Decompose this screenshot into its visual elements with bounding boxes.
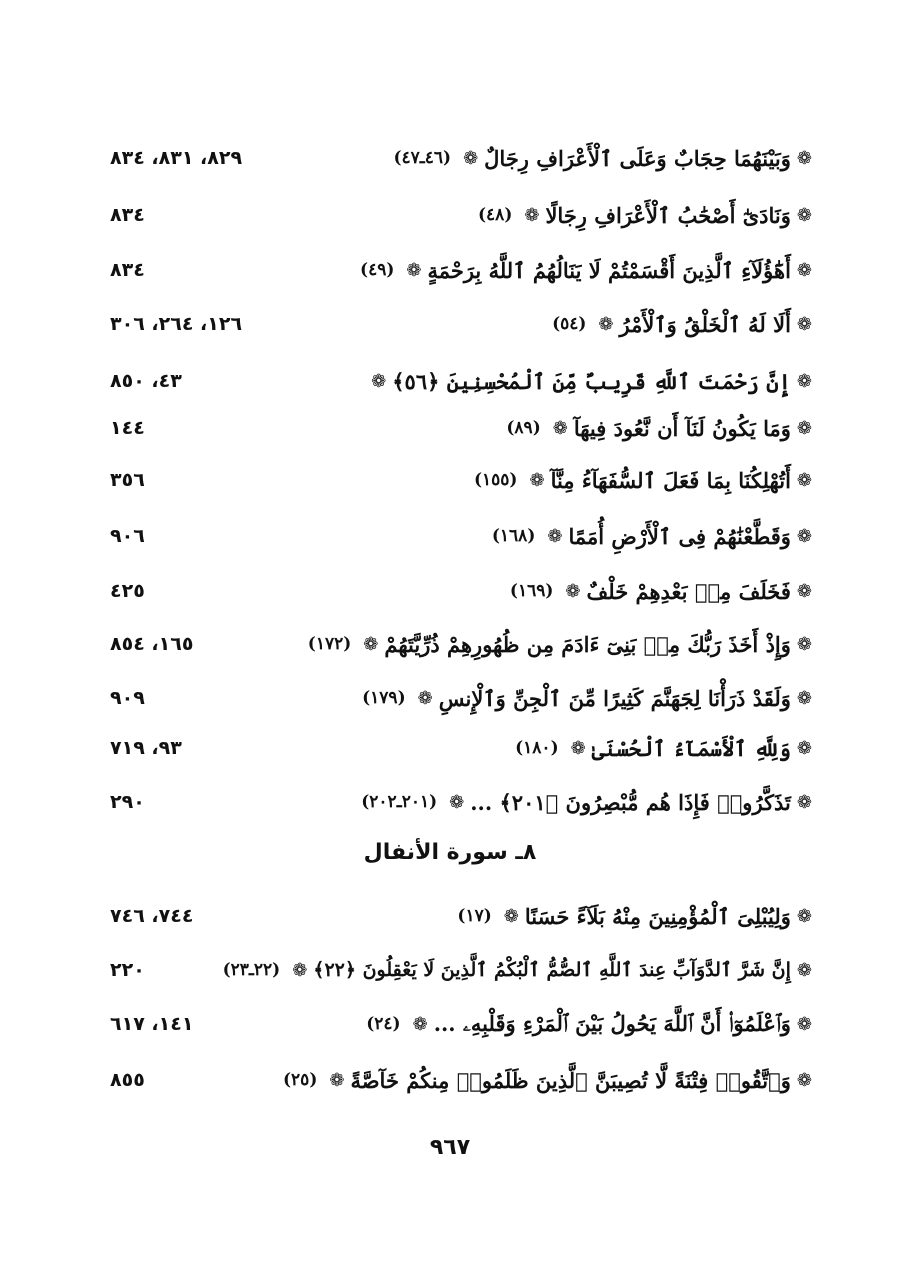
ayah-number: (٢٠١ـ٢٠٢) (361, 792, 438, 812)
verse-quote: أَتُهْلِكُنَا بِمَا فَعَلَ ٱلسُّفَهَآءُ مِنَّآ (550, 467, 791, 493)
verse-quote: أَلَا لَهُ ٱلْخَلْقُ وَٱلْأَمْرُ (619, 311, 791, 337)
ornament-open-icon: ❁ (796, 1069, 812, 1091)
ayah-number: (١٧) (457, 906, 492, 926)
ayah-number: (٢٤) (366, 1014, 401, 1034)
verse-text (506, 416, 812, 441)
ayah-number: (٤٦ـ٤٧) (393, 148, 452, 168)
page-number: ٩٦٧ (429, 1135, 471, 1160)
verse-text (223, 959, 812, 981)
verse-text (360, 258, 812, 283)
verse-text (457, 904, 812, 929)
index-entry (110, 408, 812, 448)
ornament-open-icon: ❁ (796, 1013, 812, 1035)
verse-text (552, 312, 812, 337)
verse-text (308, 632, 812, 657)
ornament-open-icon: ❁ (796, 525, 812, 547)
index-entry (110, 516, 812, 556)
ornament-close-icon: ❁ (503, 905, 519, 927)
verse-quote: فَخَلَفَ مِنۢ بَعْدِهِمْ خَلْفٌ (586, 578, 791, 604)
index-entry (110, 950, 812, 990)
page-references: ٢٢٠ (110, 959, 145, 981)
verse-quote: أَهَٰٓؤُلَآءِ ٱلَّذِينَ أَقْسَمْتُمْ لَا يَنَالُهُمُ ٱللَّهُ بِرَحْمَةٍ (427, 257, 791, 283)
page-references: ٢٩٠ (110, 791, 145, 813)
verse-quote: إِنَّ رَحْمَتَ ٱللَّهِ قَرِيبٌ مِّنَ ٱلْمُحْسِنِينَ ﴿٥٦﴾ (392, 368, 791, 394)
ayah-number: (٢٢ـ٢٣) (222, 960, 281, 980)
page-references: ٩٠٩ (110, 687, 145, 709)
verse-text (366, 1011, 812, 1037)
verse-quote: تَذَكَّرُوا۟ فَإِذَا هُم مُّبْصِرُونَ ﴿٢٠١﴾ ... (470, 789, 791, 815)
verse-text (283, 1068, 812, 1093)
ornament-open-icon: ❁ (796, 417, 812, 439)
verse-text (478, 203, 812, 228)
page-references: ٤٣، ٨٥٠ (110, 370, 182, 392)
verse-text (492, 524, 812, 549)
index-entry (110, 304, 812, 344)
ayah-number: (١٨٠) (515, 738, 559, 758)
ornament-close-icon: ❁ (552, 417, 568, 439)
page-references: ٨٢٩، ٨٣١، ٨٣٤ (110, 147, 243, 169)
ayah-number: (١٦٨) (491, 526, 536, 546)
page-references: ٩٠٦ (110, 525, 145, 547)
verse-text (359, 369, 812, 394)
verse-text (515, 736, 812, 761)
page-references: ٧٤٤، ٧٤٦ (110, 905, 194, 927)
ayah-number: (٤٩) (360, 260, 395, 280)
page-references: ١٤١، ٦١٧ (110, 1013, 194, 1035)
page-references: ٨٣٤ (110, 259, 145, 281)
verse-quote: وَٱتَّقُوا۟ فِتْنَةً لَّا تُصِيبَنَّ ٱلَّذِينَ ظَلَمُوا۟ مِنكُمْ خَآصَّةً (350, 1067, 791, 1093)
page-references: ٨٣٤ (110, 204, 145, 226)
ayah-number: (١٧٩) (362, 688, 406, 708)
verse-text (393, 146, 812, 171)
verse-text (361, 790, 812, 815)
ornament-close-icon: ❁ (292, 959, 308, 981)
ornament-close-icon: ❁ (598, 313, 614, 335)
ornament-close-icon: ❁ (570, 737, 586, 759)
ornament-close-icon: ❁ (565, 580, 581, 602)
ayah-number: (١٧٢) (307, 634, 352, 654)
page-references: ٤٢٥ (110, 580, 145, 602)
verse-quote: وَلَقَدْ ذَرَأْنَا لِجَهَنَّمَ كَثِيرًا مِّنَ ٱلْجِنِّ وَٱلْإِنسِ (438, 685, 791, 711)
index-entry (110, 624, 812, 664)
verse-quote: وَنَادَىٰٓ أَصْحَٰبُ ٱلْأَعْرَافِ رِجَالًا (545, 202, 791, 228)
verse-quote: وَقَطَّعْنَٰهُمْ فِى ٱلْأَرْضِ أُمَمًا (568, 523, 791, 549)
ornament-close-icon: ❁ (329, 1069, 345, 1091)
verse-quote: وَمَا يَكُونُ لَنَآ أَن نَّعُودَ فِيهَآ (573, 415, 791, 441)
index-entry (110, 1060, 812, 1100)
verse-quote: وَلِيُبْلِىَ ٱلْمُؤْمِنِينَ مِنْهُ بَلَآءً حَسَنًا (524, 903, 791, 929)
page-references: ٩٣، ٧١٩ (110, 737, 182, 759)
verse-text (510, 579, 812, 604)
ayah-number: (١٦٩) (509, 581, 554, 601)
ayah-number: (٥٤) (552, 314, 587, 334)
ornament-open-icon: ❁ (796, 687, 812, 709)
page-references: ٣٥٦ (110, 469, 145, 491)
ayah-number: (٨٩) (506, 418, 541, 438)
verse-quote: وَإِذْ أَخَذَ رَبُّكَ مِنۢ بَنِىٓ ءَادَمَ مِن ظُهُورِهِمْ ذُرِّيَّتَهُمْ (384, 631, 791, 657)
index-entry (110, 1004, 812, 1044)
verse-text (474, 468, 812, 493)
page-references: ١٢٦، ٢٦٤، ٣٠٦ (110, 313, 243, 335)
verse-quote: إِنَّ شَرَّ ٱلدَّوَآبِّ عِندَ ٱللَّهِ ٱلصُّمُّ ٱلْبُكْمُ ٱلَّذِينَ لَا يَعْقِلُونَ ﴿٢٢﴾ (313, 959, 791, 981)
ornament-close-icon: ❁ (406, 259, 422, 281)
page-references: ٨٥٥ (110, 1069, 145, 1091)
index-entry (110, 138, 812, 178)
ornament-close-icon: ❁ (463, 147, 479, 169)
index-entry (110, 678, 812, 718)
ornament-close-icon: ❁ (412, 1013, 428, 1035)
ornament-open-icon: ❁ (796, 204, 812, 226)
ornament-open-icon: ❁ (796, 313, 812, 335)
ornament-open-icon: ❁ (796, 905, 812, 927)
ornament-open-icon: ❁ (796, 959, 812, 981)
page-references: ١٤٤ (110, 417, 145, 439)
ornament-open-icon: ❁ (796, 791, 812, 813)
ornament-open-icon: ❁ (796, 580, 812, 602)
verse-quote: وَٱعْلَمُوٓا۟ أَنَّ ٱللَّهَ يَحُولُ بَيْنَ ٱلْمَرْءِ وَقَلْبِهِۦ ... (433, 1011, 791, 1036)
index-entry (110, 571, 812, 611)
ayah-number: (٤٨) (478, 205, 513, 225)
index-entry (110, 782, 812, 822)
index-entry (110, 195, 812, 235)
ornament-close-icon: ❁ (363, 633, 379, 655)
index-entry (110, 728, 812, 768)
verse-text (362, 686, 812, 711)
page-references: ١٦٥، ٨٥٤ (110, 633, 194, 655)
index-entry (110, 361, 812, 401)
ornament-open-icon: ❁ (796, 633, 812, 655)
ornament-close-icon: ❁ (529, 469, 545, 491)
verse-quote: وَبَيْنَهُمَا حِجَابٌ وَعَلَى ٱلْأَعْرَافِ رِجَالٌ (484, 145, 791, 171)
ornament-open-icon: ❁ (796, 737, 812, 759)
ornament-open-icon: ❁ (796, 259, 812, 281)
index-entry (110, 460, 812, 500)
ornament-close-icon: ❁ (524, 204, 540, 226)
index-entry (110, 250, 812, 290)
surah-heading: ٨ـ سورة الأنفال (363, 840, 537, 865)
index-entry (110, 896, 812, 936)
ornament-close-icon: ❁ (371, 370, 387, 392)
ayah-number: (١٥٥) (473, 470, 518, 490)
ornament-open-icon: ❁ (796, 370, 812, 392)
ornament-open-icon: ❁ (796, 147, 812, 169)
ornament-open-icon: ❁ (796, 469, 812, 491)
ornament-close-icon: ❁ (417, 687, 433, 709)
ornament-close-icon: ❁ (449, 791, 465, 813)
ayah-number: (٢٥) (283, 1070, 318, 1090)
verse-quote: وَلِلَّهِ ٱلْأَسْمَآءُ ٱلْحُسْنَىٰ (591, 735, 791, 761)
ornament-close-icon: ❁ (547, 525, 563, 547)
